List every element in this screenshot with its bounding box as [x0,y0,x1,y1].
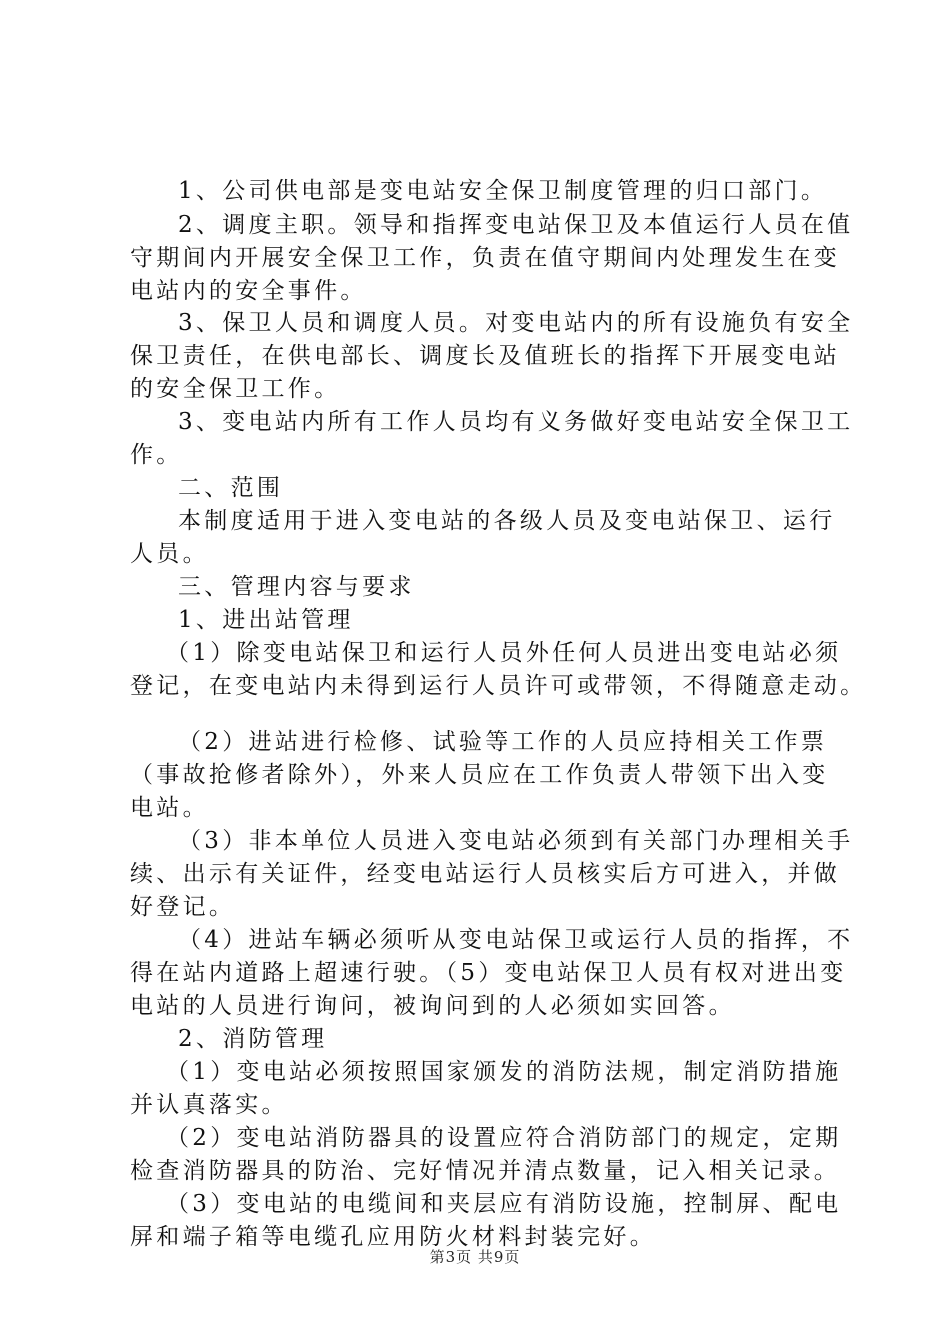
text-line: 电站。 [130,795,209,821]
text-line: （4）进站车辆必须听从变电站保卫或运行人员的指挥，不 [178,927,854,953]
text-line: （3）变电站的电缆间和夹层应有消防设施，控制屏、配电 [166,1191,842,1217]
page-number-footer: 第3页 共9页 [429,1248,521,1266]
text-line: （2）进站进行检修、试验等工作的人员应持相关工作票 [178,729,828,755]
text-line: 好登记。 [130,894,236,920]
text-line: 检查消防器具的防治、完好情况并清点数量，记入相关记录。 [130,1158,841,1184]
subsection-heading: 1、进出站管理 [178,607,354,633]
text-line: 登记，在变电站内未得到运行人员许可或带领，不得随意走动。 [130,673,867,699]
text-line: （1）除变电站保卫和运行人员外任何人员进出变电站必须 [166,640,842,666]
text-line: 人员。 [130,541,209,567]
text-line: 得在站内道路上超速行驶。（5）变电站保卫人员有权对进出变 [130,960,847,986]
text-line: （3）非本单位人员进入变电站必须到有关部门办理相关手 [178,828,854,854]
text-line: 保卫责任，在供电部长、调度长及值班长的指挥下开展变电站 [130,343,841,369]
text-line: 3、保卫人员和调度人员。对变电站内的所有设施负有安全 [178,310,854,336]
text-line: 2、调度主职。领导和指挥变电站保卫及本值运行人员在值 [178,212,854,238]
text-line: 屏和端子箱等电缆孔应用防火材料封装完好。 [130,1224,656,1250]
text-line: （1）变电站必须按照国家颁发的消防法规，制定消防措施 [166,1059,842,1085]
section-heading: 二、范围 [178,475,284,501]
text-line: （事故抢修者除外），外来人员应在工作负责人带领下出入变 [130,762,829,788]
text-line: 电站的人员进行询问，被询问到的人必须如实回答。 [130,993,735,1019]
text-line: 1、公司供电部是变电站安全保卫制度管理的归口部门。 [178,178,828,204]
text-line: 的安全保卫工作。 [130,376,341,402]
text-line: 续、出示有关证件，经变电站运行人员核实后方可进入，并做 [130,861,841,887]
text-line: 本制度适用于进入变电站的各级人员及变电站保卫、运行 [178,508,836,534]
text-line: 电站内的安全事件。 [130,278,367,304]
text-line: 并认真落实。 [130,1092,288,1118]
text-line: （2）变电站消防器具的设置应符合消防部门的规定，定期 [166,1125,842,1151]
text-line: 守期间内开展安全保卫工作，负责在值守期间内处理发生在变 [130,245,841,271]
section-heading: 三、管理内容与要求 [178,574,415,600]
text-line: 作。 [130,442,183,468]
text-line: 3、变电站内所有工作人员均有义务做好变电站安全保卫工 [178,409,854,435]
subsection-heading: 2、消防管理 [178,1026,328,1052]
